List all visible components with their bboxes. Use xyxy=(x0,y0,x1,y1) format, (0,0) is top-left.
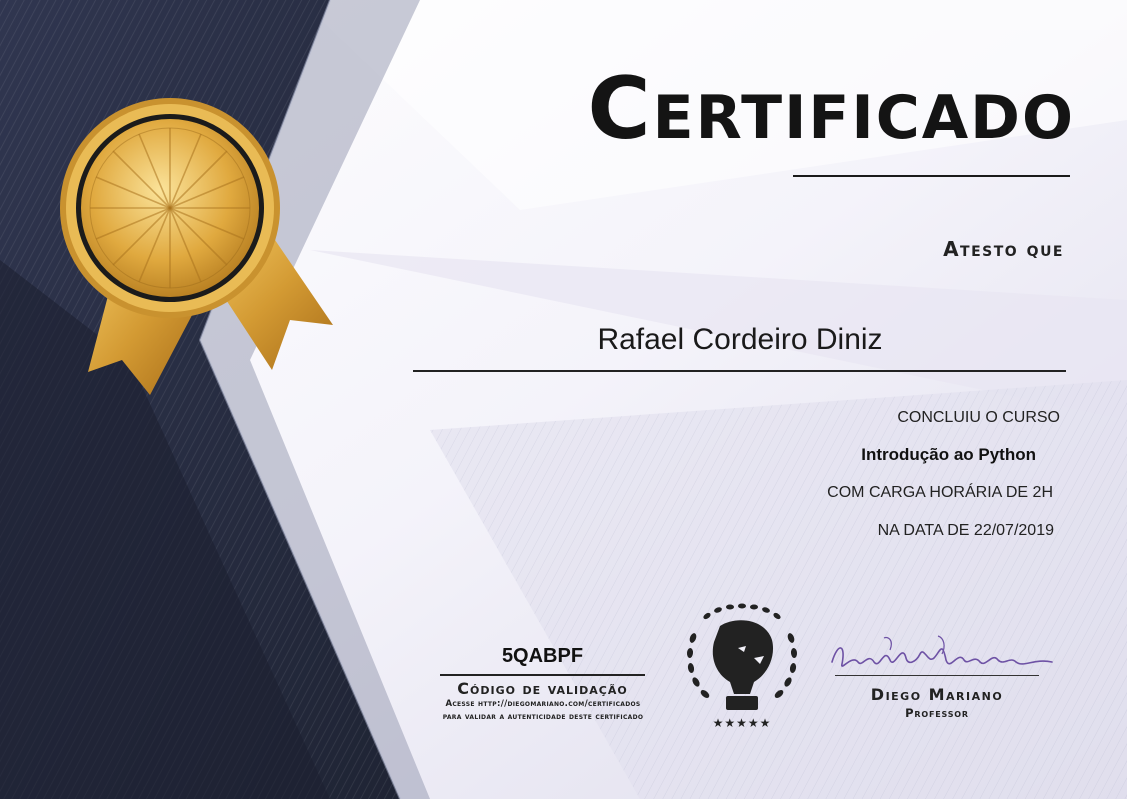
workload-text: COM CARGA HORÁRIA DE 2H xyxy=(827,484,1053,501)
attest-label: Atesto que xyxy=(943,237,1064,261)
validation-note-url: Acesse http://diegomariano.com/certificados xyxy=(445,699,641,709)
signature-line xyxy=(835,675,1039,676)
validation-code: 5QABPF xyxy=(501,645,584,667)
recipient-name: Rafael Cordeiro Diniz xyxy=(597,323,883,356)
title-divider xyxy=(793,175,1070,177)
validation-label: Código de validação xyxy=(457,679,628,698)
certificate-title: Certificado xyxy=(587,59,1075,159)
signature-icon xyxy=(828,632,1058,680)
lion-emblem-icon xyxy=(680,598,804,733)
signer-role: Professor xyxy=(905,706,969,720)
course-name: Introdução ao Python xyxy=(861,445,1036,464)
validation-divider xyxy=(440,674,645,676)
emblem-stars: ★★★★★ xyxy=(712,716,772,730)
signer-name: Diego Mariano xyxy=(870,685,1004,704)
recipient-divider xyxy=(413,370,1066,372)
date-text: NA DATA DE 22/07/2019 xyxy=(877,522,1054,539)
gold-medal-icon xyxy=(60,98,280,318)
validation-note-purpose: para validar a autenticidade deste certificado xyxy=(442,712,644,722)
completed-text: CONCLUIU O CURSO xyxy=(897,409,1060,426)
